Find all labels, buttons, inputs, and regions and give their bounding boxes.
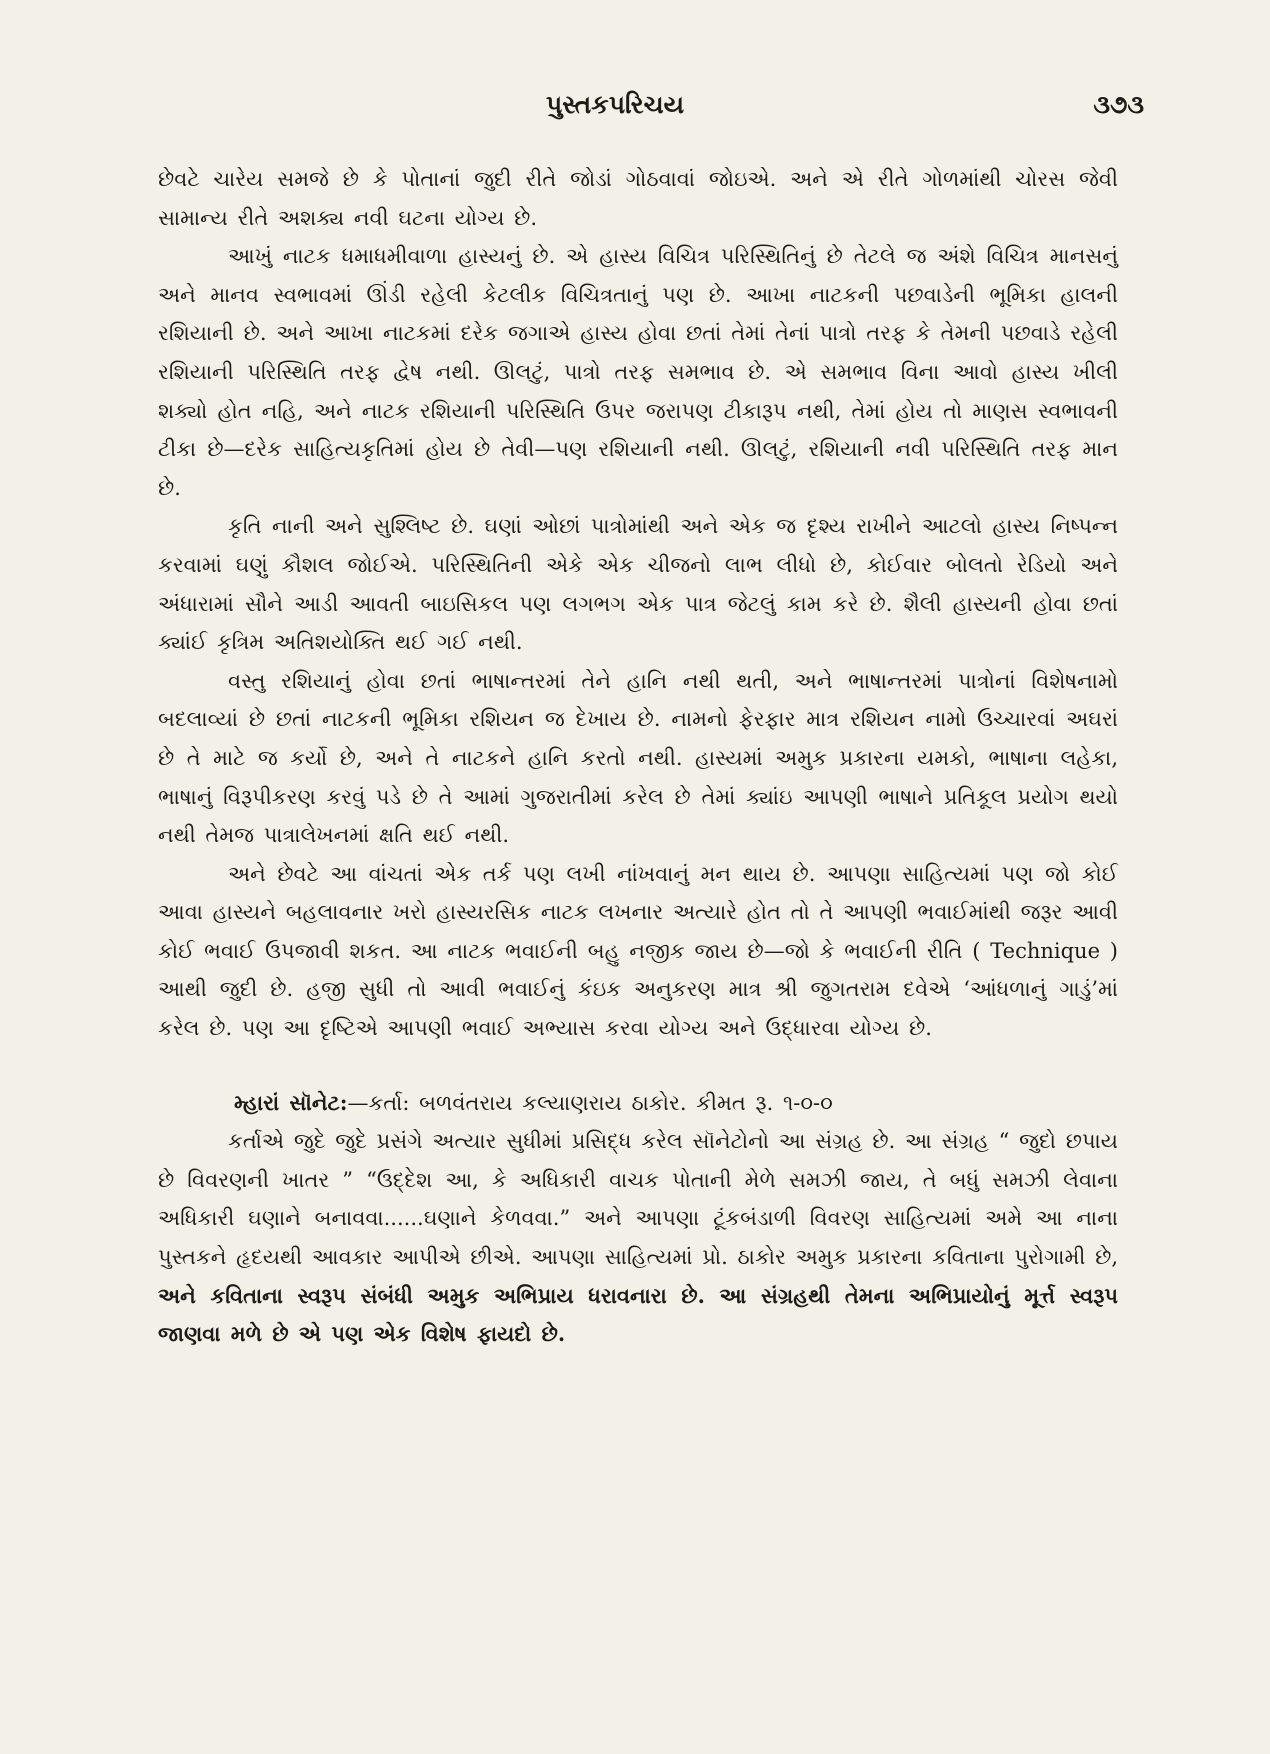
- book-title: મ્હારાં સૉનેટ:: [234, 1089, 348, 1115]
- section-spacer: [158, 1048, 1118, 1084]
- book-details: —કર્તા: બળવંતરાય કલ્યાણરાય ઠાકોર. કીમત રૂ. ૧-૦-૦: [347, 1090, 833, 1115]
- paragraph-4: વસ્તુ રશિયાનું હોવા છતાં ભાષાન્તરમાં તેને હાનિ નથી થતી, અને ભાષાન્તરમાં પાત્રોનાં વિશેષનામો બદલાવ્યાં છે છતાં નાટકની ભૂમિકા રશિયન જ દેખાય છે. નામનો ફેરફાર માત્ર રશિયન નામો ઉચ્ચારવાં અઘરાં છે તે માટે જ કર્યો છે, અને તે નાટકને હાનિ કરતો નથી. હાસ્યમાં અમુક પ્રકારના યમકો, ભાષાના લહેકા, ભાષાનું વિરૂપીકરણ કરવું પડે છે તે આમાં ગુજરાતીમાં કરેલ છે તેમાં ક્યાંઇ આપણી ભાષાને પ્રતિકૂલ પ્રયોગ થયો નથી તેમજ પાત્રાલેખનમાં ક્ષતિ થઈ નથી.: [158, 668, 1118, 848]
- paragraph-1: છેવટે ચારેય સમજે છે કે પોતાનાં જુદી રીતે જોડાં ગોઠવાવાં જોઇએ. અને એ રીતે ગોળમાંથી ચોરસ જેવી સામાન્ય રીતે અશક્ય નવી ઘટના યોગ્ય છે.: [158, 167, 1118, 230]
- paragraph-2: આખું નાટક ધમાધમીવાળા હાસ્યનું છે. એ હાસ્ય વિચિત્ર પરિસ્થિતિનું છે તેટલે જ અંશે વિચિત્ર માનસનું અને માનવ સ્વભાવમાં ઊંડી રહેલી કેટલીક વિચિત્રતાનું પણ છે. આખા નાટકની પછવાડેની ભૂમિકા હાલની રશિયાની છે. અને આખા નાટકમાં દરેક જગાએ હાસ્ય હોવા છતાં તેમાં તેનાં પાત્રો તરફ કે તેમની પછવાડે રહેલી રશિયાની પરિસ્થિતિ તરફ દ્વેષ નથી. ઊલટું, પાત્રો તરફ સમભાવ છે. એ સમભાવ વિના આવો હાસ્ય ખીલી શક્યો હોત નહિ, અને નાટક રશિયાની પરિસ્થિતિ ઉપર જરાપણ ટીકારૂપ નથી, તેમાં હોય તો માણસ સ્વભાવની ટીકા છે—દરેક સાહિત્યકૃતિમાં હોય છે તેવી—પણ રશિયાની નથી. ઊલટું, રશિયાની નવી પરિસ્થિતિ તરફ માન છે.: [158, 244, 1118, 500]
- review-heading: [158, 1084, 1118, 1123]
- body-text: [158, 160, 1118, 1354]
- paragraph-5: અને છેવટે આ વાંચતાં એક તર્ક પણ લખી નાંખવાનું મન થાય છે. આપણા સાહિત્યમાં પણ જો કોઈ આવા હાસ્યને બહલાવનાર ખરો હાસ્યરસિક નાટક લખનાર અત્યારે હોત તો તે આપણી ભવાઈમાંથી જરૂર આવી કોઈ ભવાઈ ઉપજાવી શકત. આ નાટક ભવાઈની બહુ નજીક જાય છે—જો કે ભવાઈની રીતિ ( Technique ) આથી જુદી છે. હજી સુધી તો આવી ભવાઈનું કંઇક અનુકરણ માત્ર શ્રી જુગતરામ દવેએ ‘આંધળાનું ગાડું’માં કરેલ છે. પણ આ દૃષ્ટિએ આપણી ભવાઈ અભ્યાસ કરવા યોગ્ય અને ઉદ્ધારવા યોગ્ય છે.: [158, 861, 1118, 1041]
- paragraph-3: કૃતિ નાની અને સુશ્લિષ્ટ છે. ઘણાં ઓછાં પાત્રોમાંથી અને એક જ દૃશ્ય રાખીને આટલો હાસ્ય નિષ્પન્ન કરવામાં ઘણું કૌશલ જોઈએ. પરિસ્થિતિની એકે એક ચીજનો લાભ લીધો છે, કોઈવાર બોલતો રેડિયો અને અંધારામાં સૌને આડી આવતી બાઇસિકલ પણ લગભગ એક પાત્ર જેટલું કામ કરે છે. શૈલી હાસ્યની હોવા છતાં ક્યાંઈ કૃત્રિમ અતિશયોક્તિ થઈ ગઈ નથી.: [158, 514, 1118, 655]
- page-number: ૩૭૩: [1093, 90, 1144, 119]
- review-body: [158, 1122, 1118, 1354]
- review-closing-text: અને કવિતાના સ્વરૂપ સંબંધી અમુક અભિપ્રાય ધરાવનારા છે. આ સંગ્રહથી તેમના અભિપ્રાયોનું મૂર્ત્ત સ્વરૂપ જાણવા મળે છે એ પણ એક વિશેષ ફાયદો છે.: [158, 1282, 1118, 1347]
- running-title: પુસ્તકપરિચય: [546, 90, 685, 119]
- review-body-text: કર્તાએ જુદે જુદે પ્રસંગે અત્યાર સુધીમાં પ્રસિદ્ધ કરેલ સૉનેટોનો આ સંગ્રહ છે. આ સંગ્રહ “ જુદો છપાય છે વિવરણની ખાતર ” “ઉદ્દેશ આ, કે અધિકારી વાચક પોતાની મેળે સમઝી જાય, તે બધું સમઝી લેવાના અધિકારી ઘણાને બનાવવા......ઘણાને કેળવવા.” અને આપણા ટૂંકબંડાળી વિવરણ સાહિત્યમાં અમે આ નાના પુસ્તકને હૃદયથી આવકાર આપીએ છીએ. આપણા સાહિત્યમાં પ્રો. ઠાકોર અમુક પ્રકારના કવિતાના પુરોગામી છે,: [158, 1129, 1118, 1270]
- running-header: [0, 90, 1270, 130]
